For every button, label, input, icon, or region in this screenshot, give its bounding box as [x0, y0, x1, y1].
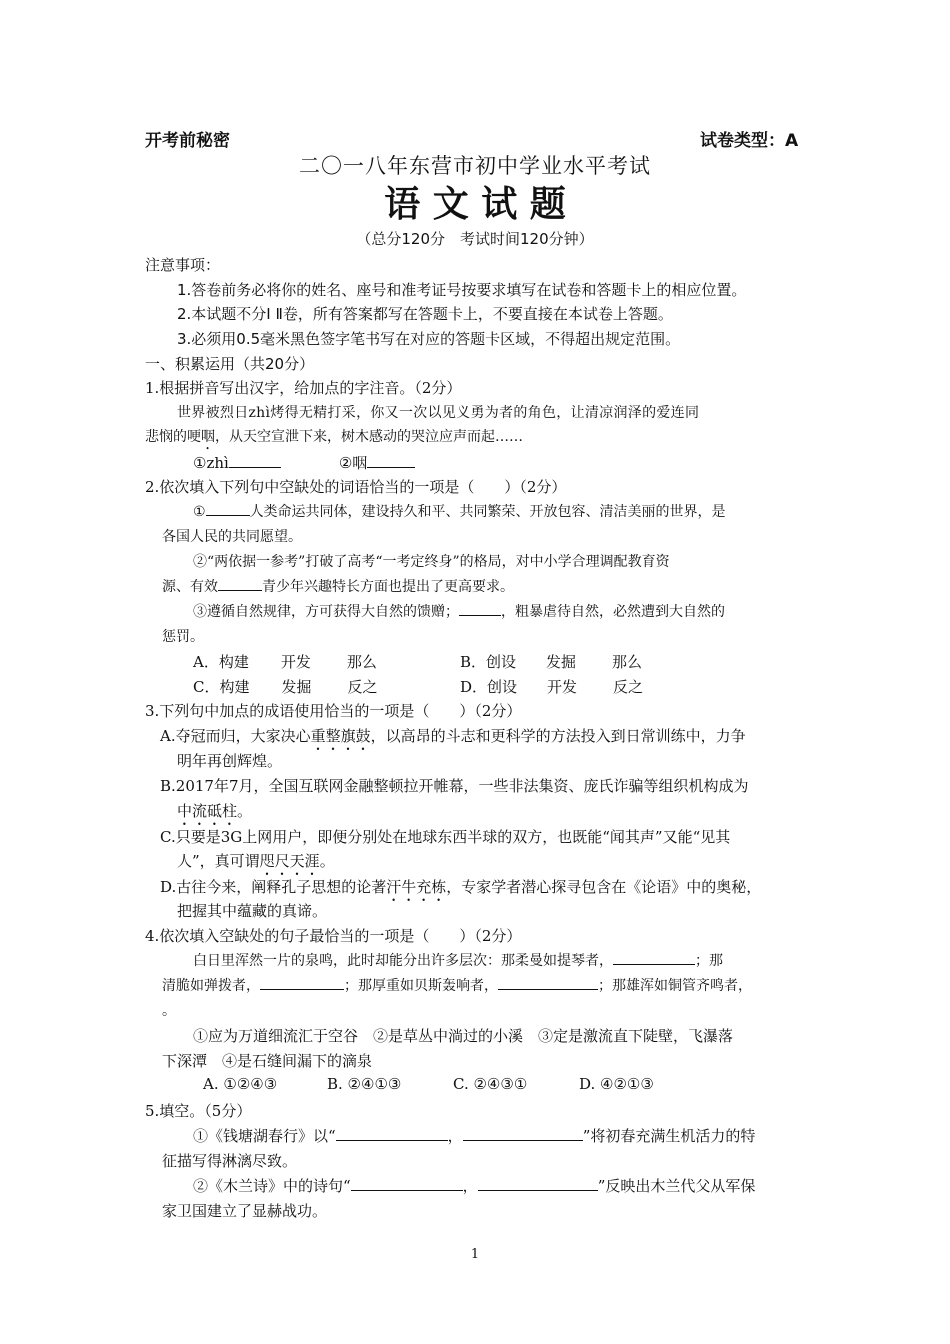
page-title: 语 文 试 题 [384, 184, 566, 225]
q4-option-d[interactable]: D. ④②①③ [579, 1075, 654, 1093]
q5-line: 征描写得淋漓尽致。 [162, 1152, 298, 1170]
exam-name: 二〇一八年东营市初中学业水平考试 [299, 154, 651, 178]
q4-passage-line: 。 [162, 1003, 176, 1019]
q2-sentence: ① 人类命运共同体，建设持久和平、共同繁荣、开放包容、清洁美丽的世界，是 [193, 501, 726, 521]
q2-sentence: 惩罚。 [162, 629, 204, 645]
q2-option-b[interactable]: B．创设 发掘 那么 [460, 653, 643, 671]
q3-option-b-cont: 中流砥柱。 [177, 802, 253, 820]
q3-option-a[interactable]: A.夺冠而归，大家决心重整旗鼓，以高昂的斗志和更科学的方法投入到日常训练中，力争 [160, 727, 746, 745]
q5-stem: 5.填空。（5分） [145, 1102, 252, 1120]
q5-line: ②《木兰诗》中的诗句“ ， ”反映出木兰代父从军保 [193, 1177, 756, 1195]
q4-option-b[interactable]: B. ②④①③ [327, 1075, 402, 1093]
secret-label: 开考前秘密 [145, 131, 230, 151]
score-time: （总分120分 考试时间120分钟） [356, 230, 594, 248]
q1-stem: 1.根据拼音写出汉字，给加点的字注音。（2分） [145, 379, 462, 397]
q4-option-c[interactable]: C. ②④③① [453, 1075, 528, 1093]
page-number: 1 [470, 1247, 480, 1262]
q5-line: 家卫国建立了显赫战功。 [162, 1202, 328, 1220]
note-item: 1.答卷前务必将你的姓名、座号和准考证号按要求填写在试卷和答题卡上的相应位置。 [177, 281, 747, 299]
q4-choices: 下深潭 ④是石缝间漏下的滴泉 [162, 1052, 373, 1070]
q1-passage-line: 世界被烈日zhì烤得无精打采，你又一次以见义勇为者的角色，让清凉润泽的爱连同 [177, 405, 700, 421]
q2-sentence: ③遵循自然规律，方可获得大自然的馈赠； ，粗暴虐待自然，必然遭到大自然的 [193, 601, 725, 621]
note-item: 2.本试题不分Ⅰ Ⅱ卷，所有答案都写在答题卡上，不要直接在本试卷上答题。 [177, 305, 673, 323]
q2-option-d[interactable]: D．创设 开发 反之 [460, 678, 644, 696]
q3-option-c[interactable]: C.只要是3G上网用户，即便分别处在地球东西半球的双方，也既能“闻其声”又能“见其 [160, 828, 731, 846]
q3-option-c-cont: 人”，真可谓咫尺天涯。 [177, 852, 335, 870]
note-item: 3.必须用0.5毫米黑色签字笔书写在对应的答题卡区域，不得超出规定范围。 [177, 330, 681, 348]
q3-option-b[interactable]: B.2017年7月，全国互联网金融整顿拉开帷幕，一些非法集资、庞氏诈骗等组织机构成为 [160, 777, 749, 795]
q5-line: ①《钱塘湖春行》以“ ， ”将初春充满生机活力的特 [193, 1127, 756, 1145]
q4-options [203, 1075, 654, 1093]
q3-stem: 3.下列句中加点的成语使用恰当的一项是（ ）（2分） [145, 702, 522, 720]
q2-option-a[interactable]: A．构建 开发 那么 [193, 653, 377, 671]
q3-option-d-cont: 把握其中蕴藏的真谛。 [177, 902, 328, 920]
section-title: 一、积累运用（共20分） [145, 355, 315, 373]
q2-sentence: 各国人民的共同愿望。 [162, 529, 302, 545]
q3-option-d[interactable]: D.古往今来，阐释孔子思想的论著汗牛充栋，专家学者潜心探寻包含在《论语》中的奥秘， [160, 878, 762, 896]
q4-option-a[interactable]: A. ①②④③ [203, 1075, 278, 1093]
q4-passage-line: 清脆如弹拨者， ；那厚重如贝斯轰响者， ；那雄浑如铜管齐鸣者， [162, 975, 752, 995]
q2-option-c[interactable]: C．构建 发掘 反之 [193, 678, 378, 696]
paper-type: 试卷类型：A [700, 131, 799, 151]
q2-stem: 2.依次填入下列句中空缺处的词语恰当的一项是（ ）（2分） [145, 478, 567, 496]
q3-option-a-cont: 明年再创辉煌。 [177, 752, 283, 770]
notes-heading: 注意事项： [145, 256, 221, 274]
q4-passage-line: 白日里浑然一片的泉鸣，此时却能分出许多层次：那柔曼如提琴者， ；那 [193, 950, 723, 970]
dotted-char: 咽 [201, 429, 215, 445]
q4-choices: ①应为万道细流汇于空谷 ②是草丛中淌过的小溪 ③定是激流直下陡壁，飞瀑落 [193, 1027, 734, 1045]
q1-answers: ①zhì ②咽 [193, 452, 415, 473]
q1-passage-line: 悲悯的哽咽，从天空宣泄下来，树木感动的哭泣应声而起…… [145, 429, 523, 445]
q2-sentence: 源、有效 青少年兴趣特长方面也提出了更高要求。 [162, 576, 514, 596]
q4-stem: 4.依次填入空缺处的句子最恰当的一项是（ ）（2分） [145, 927, 522, 945]
q2-sentence: ②“两依据一参考”打破了高考“一考定终身”的格局，对中小学合理调配教育资 [193, 554, 670, 570]
